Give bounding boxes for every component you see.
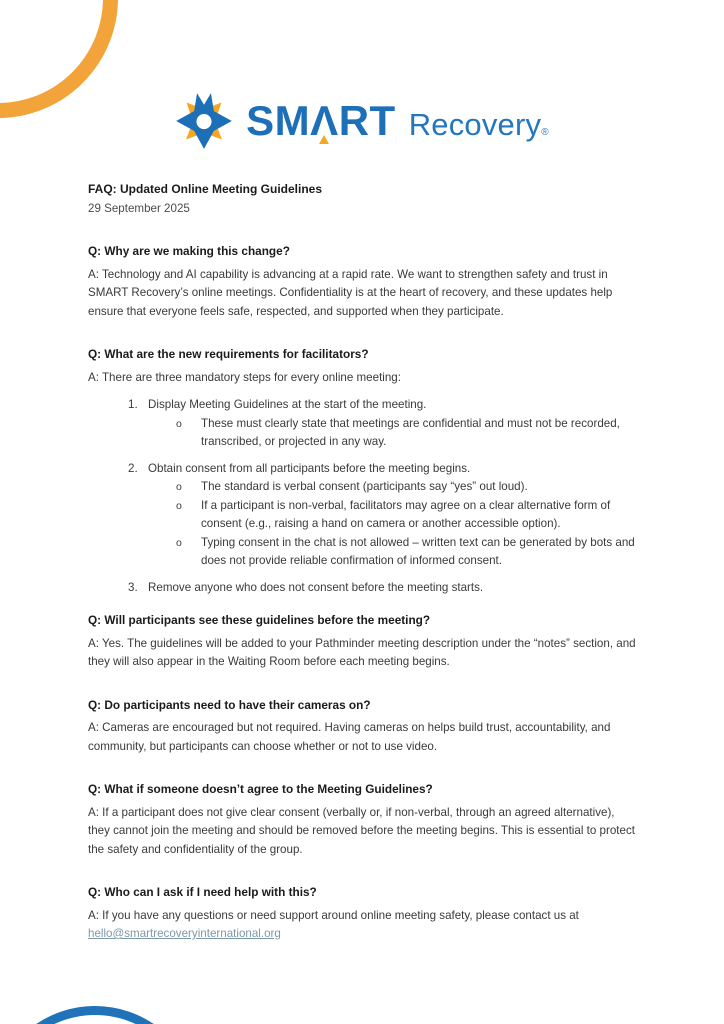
- faq-section-requirements: [88, 345, 638, 597]
- list-item-text: Obtain consent from all participants before the meeting begins.: [148, 461, 471, 475]
- faq-section-disagree: [88, 780, 638, 859]
- sub-bullet-text: If a participant is non-verbal, facilitators may agree on a clear alternative form of consent (e.g., raising a hand on camera or another accessible option).: [201, 498, 611, 530]
- sub-bullet: [88, 534, 638, 571]
- document-content: [0, 180, 724, 944]
- list-item-number: 2.: [128, 461, 138, 475]
- answer-paragraph: A: Cameras are encouraged but not required. Having cameras on helps build trust, accountability, and community, but participants can choose whether or not to use video.: [88, 721, 611, 753]
- logo-a-letter: Λ: [310, 97, 339, 144]
- numbered-list: [88, 396, 638, 597]
- list-item-text: Display Meeting Guidelines at the start of the meeting.: [148, 398, 427, 411]
- question-heading: Q: Who can I ask if I need help with this?: [88, 885, 317, 899]
- smart-recovery-logo: [0, 84, 724, 158]
- sub-bullet-text: The standard is verbal consent (participants say “yes” out loud).: [201, 480, 528, 493]
- smart-recovery-star-icon: [175, 90, 233, 152]
- answer-paragraph: A: Technology and AI capability is advancing at a rapid rate. We want to strengthen safety and trust in SMART Recovery’s online meetings. Confidentiality is at the heart of recovery, and these updates help ensure that everyone feels safe, respected, and supported when they participate.: [88, 267, 613, 318]
- answer-paragraph: A: If a participant does not give clear consent (verbally or, if non-verbal, through an agreed alternative), they cannot join the meeting and should be removed before the meeting begins. This is essential to protect the safety and confidentiality of the group.: [88, 805, 635, 856]
- sub-bullet-marker: o: [176, 499, 182, 512]
- answer-paragraph: A: There are three mandatory steps for every online meeting:: [88, 370, 401, 384]
- sub-bullet-text: These must clearly state that meetings are confidential and must not be recorded, transcribed, or projected in any way.: [201, 416, 620, 448]
- answer-paragraph: A: Yes. The guidelines will be added to your Pathminder meeting description under the “notes” section, and they will also appear in the Waiting Room before each meeting begins.: [88, 636, 636, 668]
- faq-section-help: [88, 883, 638, 944]
- registered-trademark-icon: ®: [541, 127, 549, 138]
- sub-bullet-text: Typing consent in the chat is not allowed – written text can be generated by bots and does not provide reliable confirmation of informed consent.: [201, 535, 635, 567]
- question-heading: Q: Will participants see these guidelines before the meeting?: [88, 613, 431, 627]
- list-item: [88, 396, 638, 452]
- document-date: 29 September 2025: [88, 202, 190, 215]
- list-item: [88, 460, 638, 571]
- list-item: [88, 579, 638, 598]
- question-heading: Q: Why are we making this change?: [88, 244, 290, 258]
- faq-section-change: [88, 242, 638, 321]
- contact-email-link[interactable]: hello@smartrecoveryinternational.org: [88, 927, 281, 940]
- question-heading: Q: What are the new requirements for facilitators?: [88, 347, 369, 361]
- list-item-text: Remove anyone who does not consent before the meeting starts.: [148, 580, 484, 594]
- sub-bullet: [88, 478, 638, 497]
- page-title: FAQ: Updated Online Meeting Guidelines: [88, 182, 323, 196]
- sub-bullet-marker: o: [176, 417, 182, 430]
- question-heading: Q: Do participants need to have their cameras on?: [88, 697, 371, 712]
- logo-smart-text: SMΛRT: [246, 97, 396, 144]
- question-heading: Q: What if someone doesn’t agree to the Meeting Guidelines?: [88, 782, 433, 796]
- blue-arc-decoration: [0, 1006, 200, 1024]
- sub-bullet: [88, 415, 638, 452]
- answer-paragraph: [88, 907, 638, 944]
- faq-section-guidelines-visibility: [88, 611, 638, 672]
- logo-wordmark: [246, 97, 549, 145]
- sub-bullet-marker: o: [176, 481, 182, 493]
- sub-bullet: [88, 497, 638, 534]
- list-item-number: 1.: [128, 398, 138, 411]
- logo-recovery-text: Recovery®: [408, 107, 549, 142]
- list-item-number: 3.: [128, 580, 138, 594]
- faq-section-cameras: [88, 696, 638, 757]
- sub-bullet-marker: o: [176, 536, 182, 549]
- answer-text: A: If you have any questions or need support around online meeting safety, please contact us at: [88, 908, 579, 922]
